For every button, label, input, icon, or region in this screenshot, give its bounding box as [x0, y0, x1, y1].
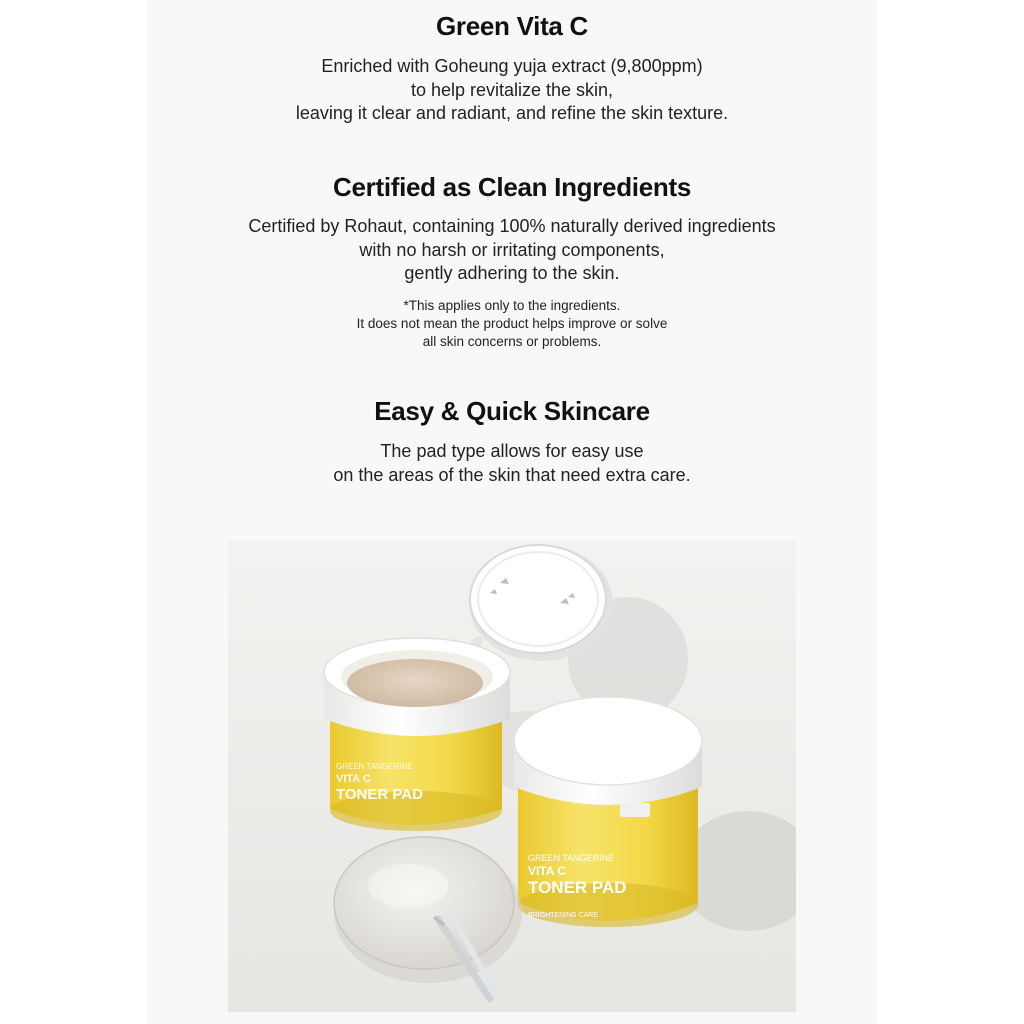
description-line: Certified by Rohaut, containing 100% naturally derived ingredients [248, 216, 776, 236]
note-line: It does not mean the product helps improve or solve [356, 316, 668, 331]
disclaimer-note [0, 297, 1024, 351]
jar-label-toner-pad: TONER PAD [528, 878, 627, 897]
description-line: The pad type allows for easy use [380, 441, 644, 461]
product-photo [228, 541, 796, 1012]
section-title-green-vita-c: Green Vita C [436, 11, 588, 41]
description-line: to help revitalize the skin, [410, 79, 614, 100]
section-description-clean-ingredients [0, 215, 1024, 286]
section-description-easy-quick-skincare [0, 440, 1024, 487]
jar-label-brand: GREEN TANGERINE [528, 853, 615, 863]
jar-label-vita-c: VITA C [336, 773, 371, 785]
section-title-easy-quick-skincare: Easy & Quick Skincare [374, 396, 650, 426]
jar-label-vita-c: VITA C [528, 864, 566, 878]
jar-label-toner-pad: TONER PAD [336, 786, 423, 803]
description-line: Enriched with Goheung yuja extract (9,800ppm) [321, 56, 703, 76]
note-line: all skin concerns or problems. [422, 334, 602, 349]
section-description-green-vita-c [0, 55, 1024, 126]
jar-label-brand: GREEN TANGERINE [336, 762, 413, 771]
description-line: leaving it clear and radiant, and refine the skin texture. [295, 103, 729, 123]
left-jar [324, 638, 510, 831]
description-line: gently adhering to the skin. [404, 263, 620, 283]
section-title-clean-ingredients: Certified as Clean Ingredients [333, 172, 691, 202]
jar-label-footer: BRIGHTENING CARE [528, 912, 599, 919]
note-line: *This applies only to the ingredients. [403, 298, 621, 313]
description-line: on the areas of the skin that need extra care. [333, 464, 691, 485]
right-jar [514, 697, 702, 927]
description-line: with no harsh or irritating components, [359, 239, 665, 260]
